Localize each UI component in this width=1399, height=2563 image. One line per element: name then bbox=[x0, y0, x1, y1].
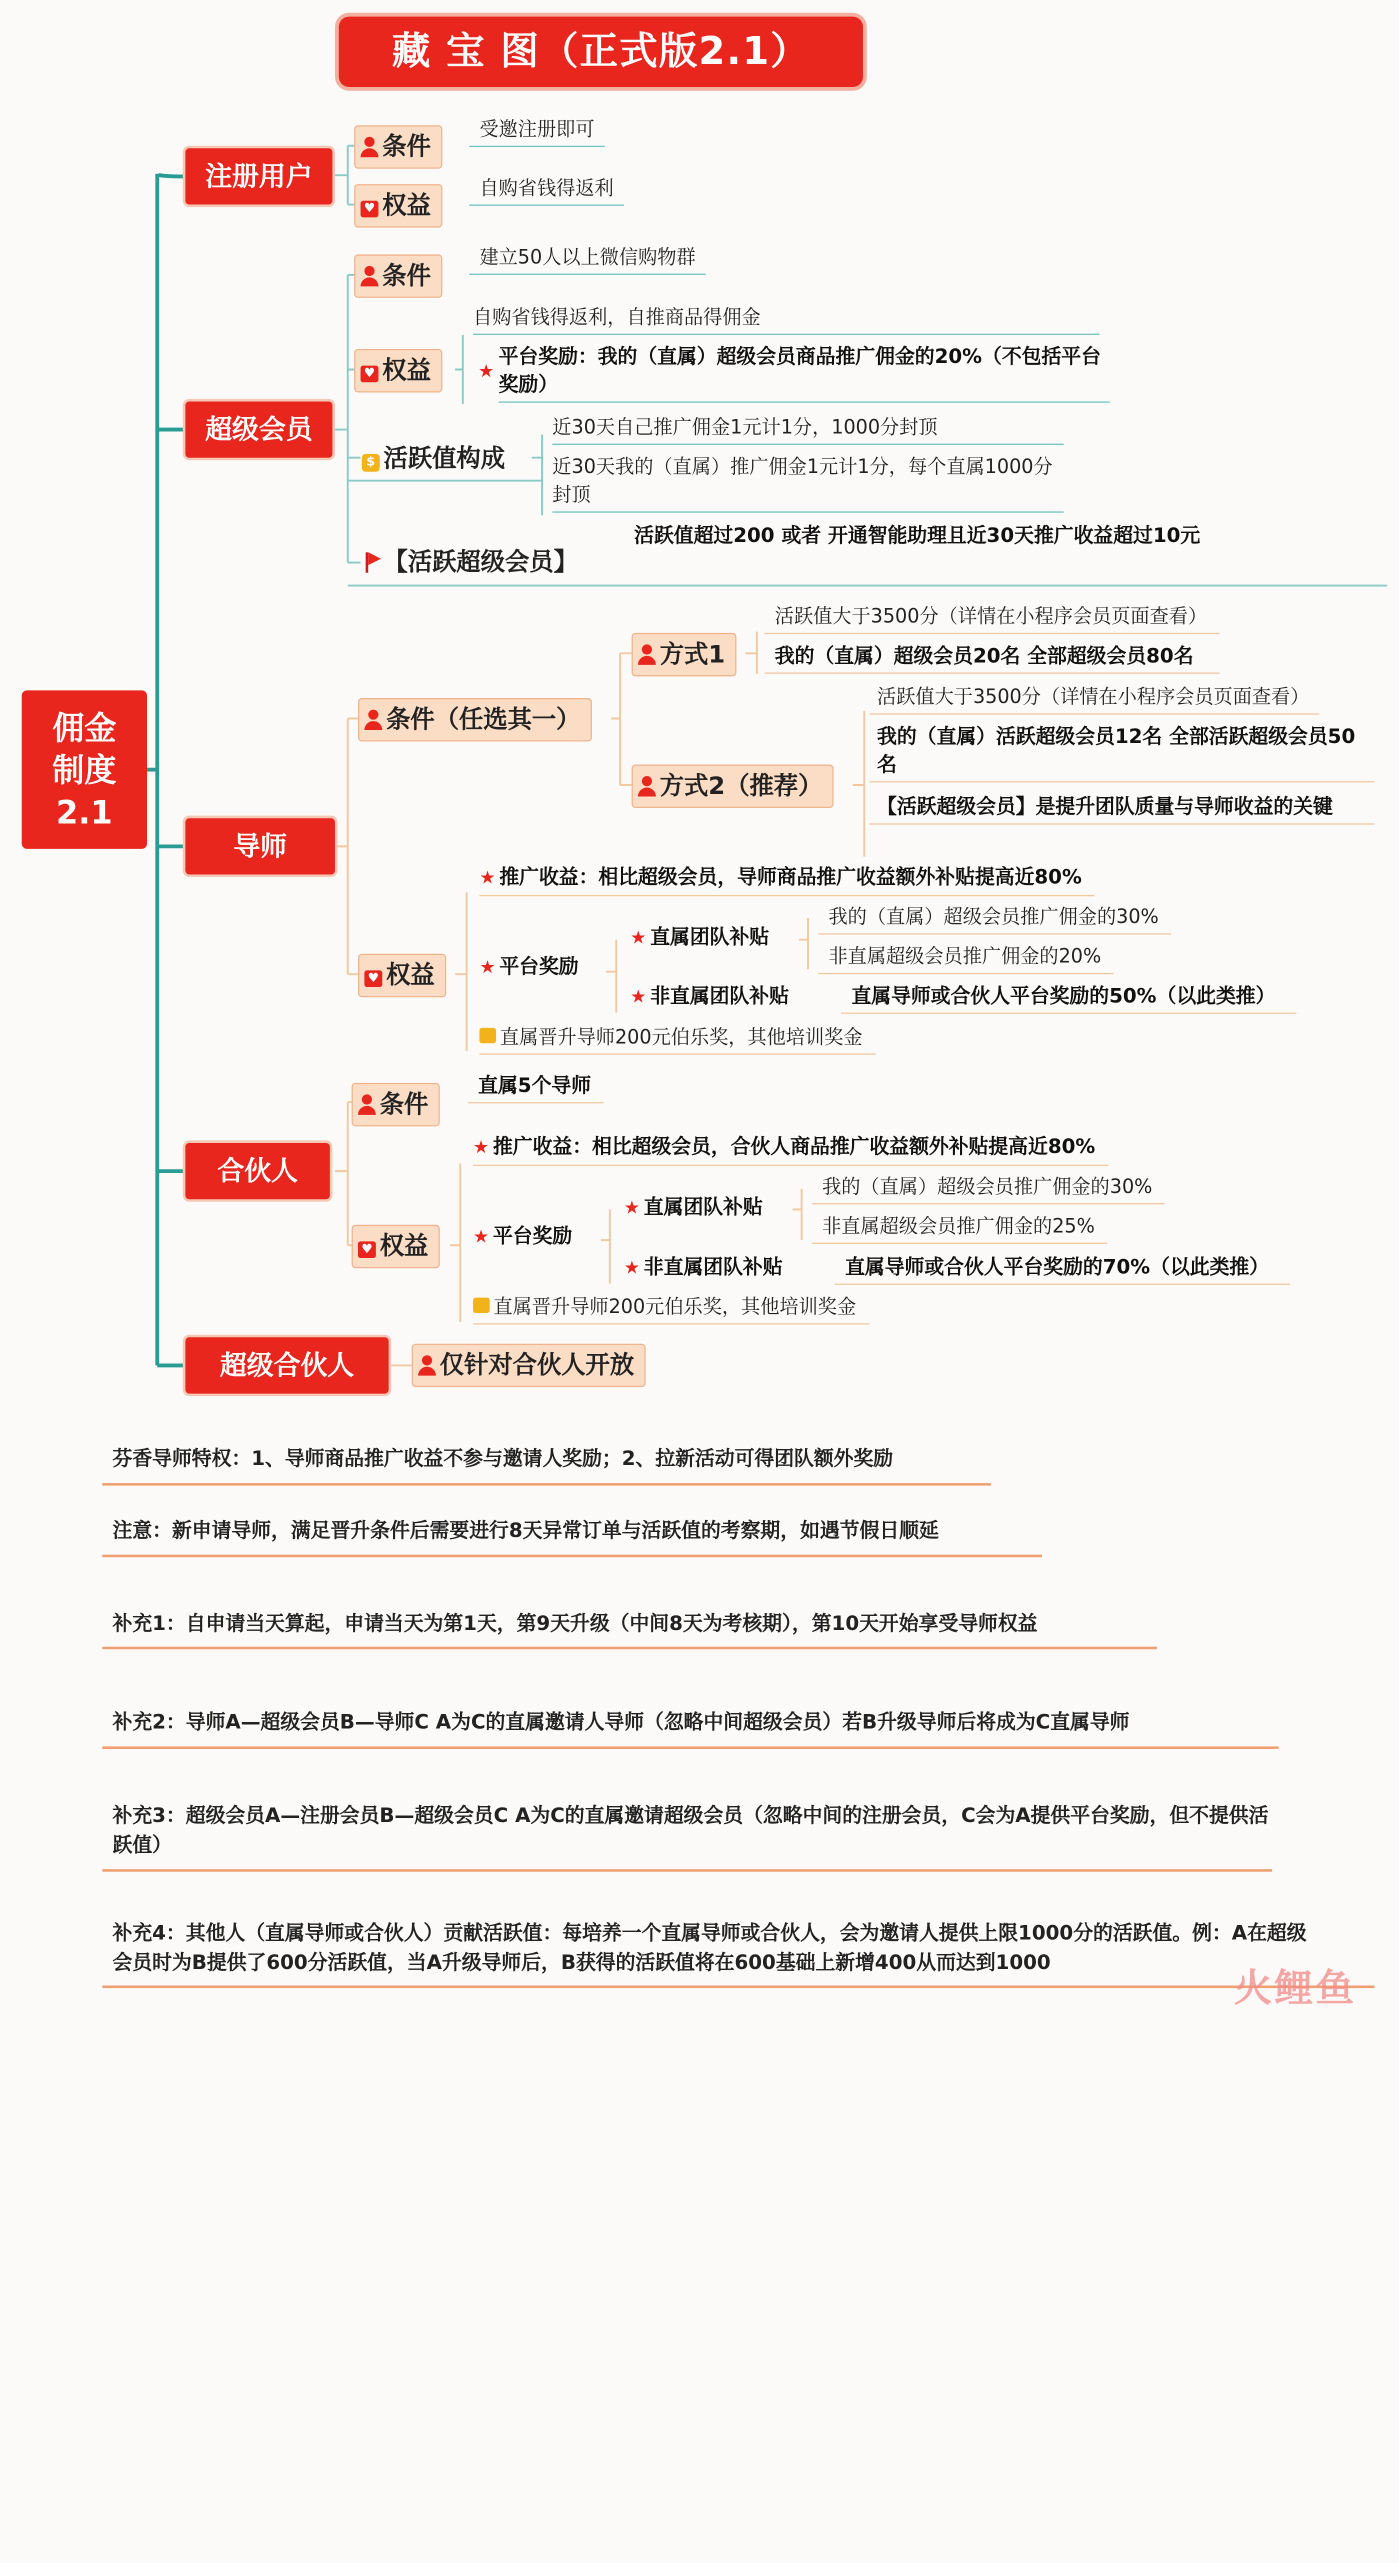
registered-benefit-tag: ♥ 权益 bbox=[354, 184, 442, 227]
note-2: 注意：新申请导师，满足晋升条件后需要进行8天异常订单与活跃值的考察期，如遇节假日顺延 bbox=[112, 1518, 939, 1542]
super-partner-desc: 仅针对合伙人开放 bbox=[412, 1344, 646, 1387]
star-icon: ★ bbox=[473, 1137, 490, 1159]
mentor-condition-tag: 条件（任选其一） bbox=[358, 698, 592, 741]
mentor-way2-a: 活跃值大于3500分（详情在小程序会员页面查看） bbox=[869, 683, 1319, 715]
super-benefit-2: 平台奖励：我的（直属）超级会员商品推广佣金的20%（不包括平台奖励） bbox=[499, 343, 1110, 403]
note-3: 补充1：自申请当天算起，申请当天为第1天，第9天升级（中间8天为考核期），第10天开始享受导师权益 bbox=[112, 1612, 1038, 1636]
mentor-direct-b: 非直属超级会员推广佣金的20% bbox=[818, 942, 1114, 974]
note-divider bbox=[102, 1986, 1374, 1989]
watermark-logo: 火鲤鱼 bbox=[1233, 1966, 1357, 2012]
mentor-indirect-desc: 直属导师或合伙人平台奖励的50%（以此类推） bbox=[841, 982, 1296, 1014]
heart-icon: ♥ bbox=[364, 970, 382, 987]
star-icon: ★ bbox=[473, 1227, 490, 1248]
mentor-way1-tag: 方式1 bbox=[632, 633, 737, 676]
note-divider bbox=[102, 1555, 1042, 1558]
heart-icon: ♥ bbox=[361, 201, 379, 218]
note-divider bbox=[102, 1746, 1278, 1749]
mentor-platform: ★ 平台奖励 bbox=[479, 955, 579, 979]
super-activity-tag: $ 活跃值构成 bbox=[362, 441, 505, 477]
note-5: 补充3：超级会员A—注册会员B—超级会员C A为C的直属邀请超级会员（忽略中间的注册会员，C会为A提供平台奖励，但不提供活跃值） bbox=[112, 1803, 1269, 1857]
node-partner: 合伙人 bbox=[185, 1143, 329, 1199]
user-icon bbox=[358, 1094, 376, 1114]
mentor-way2-tag: 方式2（推荐） bbox=[632, 765, 834, 808]
partner-condition: 直属5个导师 bbox=[468, 1071, 604, 1103]
gift-icon bbox=[479, 1028, 496, 1043]
star-icon: ★ bbox=[623, 1197, 640, 1219]
partner-direct-team: ★ 直属团队补贴 bbox=[623, 1195, 763, 1219]
note-divider bbox=[102, 1483, 991, 1486]
mentor-way2-b: 我的（直属）活跃超级会员12名 全部活跃超级会员50名 bbox=[869, 722, 1374, 782]
user-icon bbox=[418, 1355, 436, 1375]
note-1: 芬香导师特权：1、导师商品推广收益不参与邀请人奖励；2、拉新活动可得团队额外奖励 bbox=[112, 1447, 894, 1471]
mentor-promo: ★ 推广收益：相比超级会员，导师商品推广收益额外补贴提高近80% bbox=[479, 863, 1094, 896]
star-icon: ★ bbox=[623, 1258, 640, 1279]
partner-condition-tag: 条件 bbox=[352, 1083, 440, 1126]
note-divider bbox=[102, 1647, 1157, 1650]
super-active-desc: 活跃值超过200 或者 开通智能助理且近30天推广收益超过10元 bbox=[634, 524, 1201, 548]
super-condition: 建立50人以上微信购物群 bbox=[469, 243, 706, 275]
flag-icon bbox=[366, 552, 369, 572]
partner-indirect-team: ★ 非直属团队补贴 bbox=[623, 1255, 783, 1279]
super-benefit-1: 自购省钱得返利，自推商品得佣金 bbox=[473, 303, 1099, 335]
star-icon: ★ bbox=[630, 928, 647, 949]
star-icon: ★ bbox=[479, 868, 496, 889]
node-super-partner: 超级合伙人 bbox=[185, 1337, 388, 1393]
node-super-member: 超级会员 bbox=[185, 401, 332, 457]
super-activity-1: 近30天自己推广佣金1元计1分，1000分封顶 bbox=[552, 413, 1063, 445]
super-condition-tag: 条件 bbox=[354, 254, 442, 297]
mentor-direct-a: 我的（直属）超级会员推广佣金的30% bbox=[818, 903, 1171, 935]
star-icon: ★ bbox=[479, 957, 496, 979]
partner-indirect-desc: 直属导师或合伙人平台奖励的70%（以此类推） bbox=[835, 1253, 1290, 1285]
partner-platform: ★ 平台奖励 bbox=[473, 1224, 573, 1248]
note-4: 补充2：导师A—超级会员B—导师C A为C的直属邀请人导师（忽略中间超级会员）若B升级导师后将成为C直属导师 bbox=[112, 1710, 1130, 1734]
partner-bonus: 直属晋升导师200元伯乐奖，其他培训奖金 bbox=[473, 1293, 869, 1325]
user-icon bbox=[361, 266, 379, 286]
registered-benefit: 自购省钱得返利 bbox=[469, 174, 624, 206]
note-divider bbox=[102, 1869, 1272, 1872]
node-mentor: 导师 bbox=[185, 818, 335, 874]
heart-icon: ♥ bbox=[361, 366, 379, 383]
mentor-benefit-tag: ♥ 权益 bbox=[358, 954, 446, 997]
mentor-indirect-team: ★ 非直属团队补贴 bbox=[630, 984, 789, 1008]
mentor-bonus: 直属晋升导师200元伯乐奖，其他培训奖金 bbox=[479, 1023, 875, 1055]
super-activity-2: 近30天我的（直属）推广佣金1元计1分，每个直属1000分封顶 bbox=[552, 453, 1063, 513]
registered-condition-tag: 条件 bbox=[354, 125, 442, 168]
note-6: 补充4：其他人（直属导师或合伙人）贡献活跃值：每培养一个直属导师或合伙人，会为邀请人提供上限1000分的活跃值。例：A在超级会员时为B提供了600分活跃值，当A升级导师后，B获得的活跃值将在600基础上新增400从而达到1000 bbox=[112, 1921, 1307, 1975]
partner-direct-b: 非直属超级会员推广佣金的25% bbox=[812, 1212, 1108, 1244]
super-active-tag: 【活跃超级会员】 bbox=[363, 545, 578, 581]
mentor-way1-a: 活跃值大于3500分（详情在小程序会员页面查看） bbox=[765, 602, 1220, 634]
node-registered-user: 注册用户 bbox=[185, 148, 332, 204]
partner-benefit-tag: ♥ 权益 bbox=[352, 1225, 440, 1268]
gift-icon bbox=[473, 1298, 490, 1313]
user-icon bbox=[638, 776, 656, 796]
user-icon bbox=[638, 644, 656, 664]
star-icon: ★ bbox=[630, 987, 647, 1008]
registered-condition: 受邀注册即可 bbox=[469, 115, 605, 147]
root-node: 佣金制度2.1 bbox=[22, 690, 147, 849]
page-title: 藏 宝 图（正式版2.1） bbox=[339, 17, 863, 87]
super-benefit-tag: ♥ 权益 bbox=[354, 349, 442, 392]
heart-icon: ♥ bbox=[358, 1241, 376, 1258]
partner-direct-a: 我的（直属）超级会员推广佣金的30% bbox=[812, 1172, 1165, 1204]
mentor-direct-team: ★ 直属团队补贴 bbox=[630, 925, 770, 949]
user-icon bbox=[361, 137, 379, 157]
coin-icon: $ bbox=[362, 454, 380, 472]
star-icon: ★ bbox=[478, 361, 495, 383]
mentor-way1-b: 我的（直属）超级会员20名 全部超级会员80名 bbox=[765, 642, 1220, 674]
user-icon bbox=[364, 710, 382, 730]
partner-promo: ★ 推广收益：相比超级会员，合伙人商品推广收益额外补贴提高近80% bbox=[473, 1133, 1108, 1166]
mentor-way2-c: 【活跃超级会员】是提升团队质量与导师收益的关键 bbox=[869, 793, 1374, 825]
